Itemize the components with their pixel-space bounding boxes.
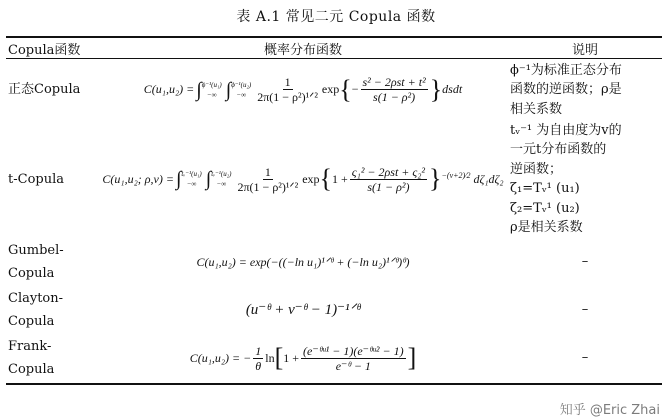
- formula-gumbel: [98, 238, 508, 286]
- int-lower: −∞: [206, 90, 217, 99]
- name-line: Frank-: [8, 339, 52, 354]
- copula-name: 正态Copula: [8, 82, 81, 98]
- integral-sign: ∫: [196, 78, 202, 101]
- frac-den: s(1 − ρ²): [367, 179, 410, 194]
- copula-name: [6, 286, 98, 334]
- table-row-frank: [6, 334, 662, 384]
- name-line: Copula: [8, 362, 55, 377]
- int-upper: ϕ⁻¹(u₂): [231, 80, 252, 89]
- frac-num: ς₁² − 2ρst + ς₂²: [351, 164, 426, 179]
- frac-num: (e⁻ᶿᵘ¹ − 1)(e⁻ᶿᵘ² − 1): [303, 343, 404, 358]
- brace-close: }: [429, 74, 443, 104]
- differential: dsdt: [442, 82, 463, 97]
- exponent: −(v+2)⁄2: [441, 170, 471, 180]
- table-header-row: [6, 37, 662, 59]
- note-line: ζ₂=Tᵥ¹ (u₂): [510, 200, 580, 216]
- one-plus: 1 +: [283, 350, 300, 365]
- note-line: 一元t分布函数的: [510, 142, 607, 157]
- frac-num: 1: [255, 343, 262, 358]
- int-upper: ϕ⁻¹(u₁): [201, 80, 222, 89]
- integral-sign: ∫: [225, 78, 232, 101]
- fraction: [255, 75, 320, 104]
- integral-sign: ∫: [205, 168, 212, 190]
- bracket-open: [: [274, 343, 284, 372]
- note-line: ρ是相关系数: [510, 220, 583, 235]
- frac-den: e⁻ᶿ − 1: [335, 358, 371, 373]
- minus-sign: −: [351, 82, 359, 97]
- formula-lhs: C(u₁,u₂) =: [143, 82, 195, 97]
- copula-name: [6, 334, 98, 384]
- formula-text: (u⁻ᶿ + v⁻ᶿ − 1)⁻¹ᐟᶿ: [245, 302, 361, 318]
- formula-lhs: C(u₁,u₂) = −: [189, 350, 252, 365]
- name-line: Copula: [8, 313, 55, 329]
- note-t: [508, 121, 662, 238]
- watermark: 知乎 @Eric Zhai: [559, 403, 660, 418]
- bracket-close: ]: [407, 343, 417, 372]
- table-row-gumbel: [6, 238, 662, 286]
- table-row-t: [6, 121, 662, 238]
- brace-close: }: [429, 164, 442, 193]
- coef-fraction: [253, 344, 263, 373]
- int-lower: −∞: [236, 90, 247, 99]
- int-upper: tᵥ⁻¹(u₁): [181, 170, 202, 178]
- int-upper: tᵥ⁻¹(u₂): [211, 170, 232, 178]
- note-line: 相关系数: [510, 101, 563, 117]
- formula-text: C(u₁,u₂) = exp(−((−ln u₁)¹ᐟᶿ + (−ln u₂)¹ᐟᶿ)ᶿ): [196, 254, 410, 269]
- copula-name: [6, 238, 98, 286]
- exp-label: exp: [321, 82, 340, 97]
- name-line: Copula: [8, 265, 55, 281]
- header-probability-distribution: 概率分布函数: [263, 42, 342, 58]
- note-line: 函数的逆函数；ρ是: [510, 82, 622, 97]
- ln-label: ln: [265, 350, 275, 365]
- formula-lhs: C(u₁,u₂; ρ,v) =: [102, 171, 174, 186]
- copula-name: t-Copula: [8, 171, 64, 187]
- brace-open: {: [319, 164, 332, 193]
- one-plus: 1 +: [332, 171, 348, 186]
- integral-limits: [202, 80, 222, 100]
- header-copula-function: Copula函数: [8, 42, 81, 58]
- frac-den: 2π(1 − ρ²)¹ᐟ²: [257, 90, 318, 105]
- frac-num: s² − 2ρst + t²: [362, 75, 426, 90]
- int-lower: −∞: [186, 180, 197, 188]
- exp-label: exp: [302, 171, 320, 186]
- frac-den: θ: [255, 358, 262, 373]
- note-line: ζ₁=Tᵥ¹ (u₁): [510, 181, 580, 196]
- note-gaussian: [508, 59, 662, 121]
- integral-limits: [211, 169, 231, 189]
- note-line: tᵥ⁻¹ 为自由度为v的: [510, 122, 622, 138]
- fraction: [236, 165, 301, 194]
- formula-clayton: [98, 286, 508, 334]
- table-row-gaussian: [6, 59, 662, 121]
- frac-num: 1: [284, 75, 291, 90]
- copula-table: [6, 36, 662, 385]
- inner-fraction: [350, 165, 427, 194]
- note-clayton: –: [581, 301, 589, 317]
- integral-limits: [181, 169, 201, 189]
- table-row-clayton: [6, 286, 662, 334]
- note-gumbel: –: [581, 253, 589, 269]
- int-lower: −∞: [216, 180, 227, 188]
- frac-den: s(1 − ρ²): [373, 90, 416, 105]
- frac-num: 1: [264, 164, 271, 179]
- inner-fraction: [301, 344, 406, 373]
- differential: dζ₁dζ₂: [473, 171, 504, 186]
- formula-frank: [98, 334, 508, 384]
- table-caption: 表 A.1 常见二元 Copula 函数: [236, 9, 436, 25]
- header-description: 说明: [571, 42, 598, 58]
- frac-den: 2π(1 − ρ²)¹ᐟ²: [237, 179, 299, 194]
- integral-limits: [231, 80, 251, 100]
- brace-open: {: [339, 74, 352, 104]
- name-line: Clayton-: [8, 290, 64, 306]
- note-line: 逆函数；: [510, 161, 563, 177]
- inner-fraction: [361, 75, 428, 104]
- integral-sign: ∫: [175, 168, 182, 190]
- note-line: ϕ⁻¹为标准正态分布: [510, 62, 622, 78]
- name-line: Gumbel-: [8, 242, 64, 258]
- note-frank: –: [581, 350, 589, 366]
- formula-t: [98, 121, 508, 238]
- formula-gaussian: [98, 59, 508, 121]
